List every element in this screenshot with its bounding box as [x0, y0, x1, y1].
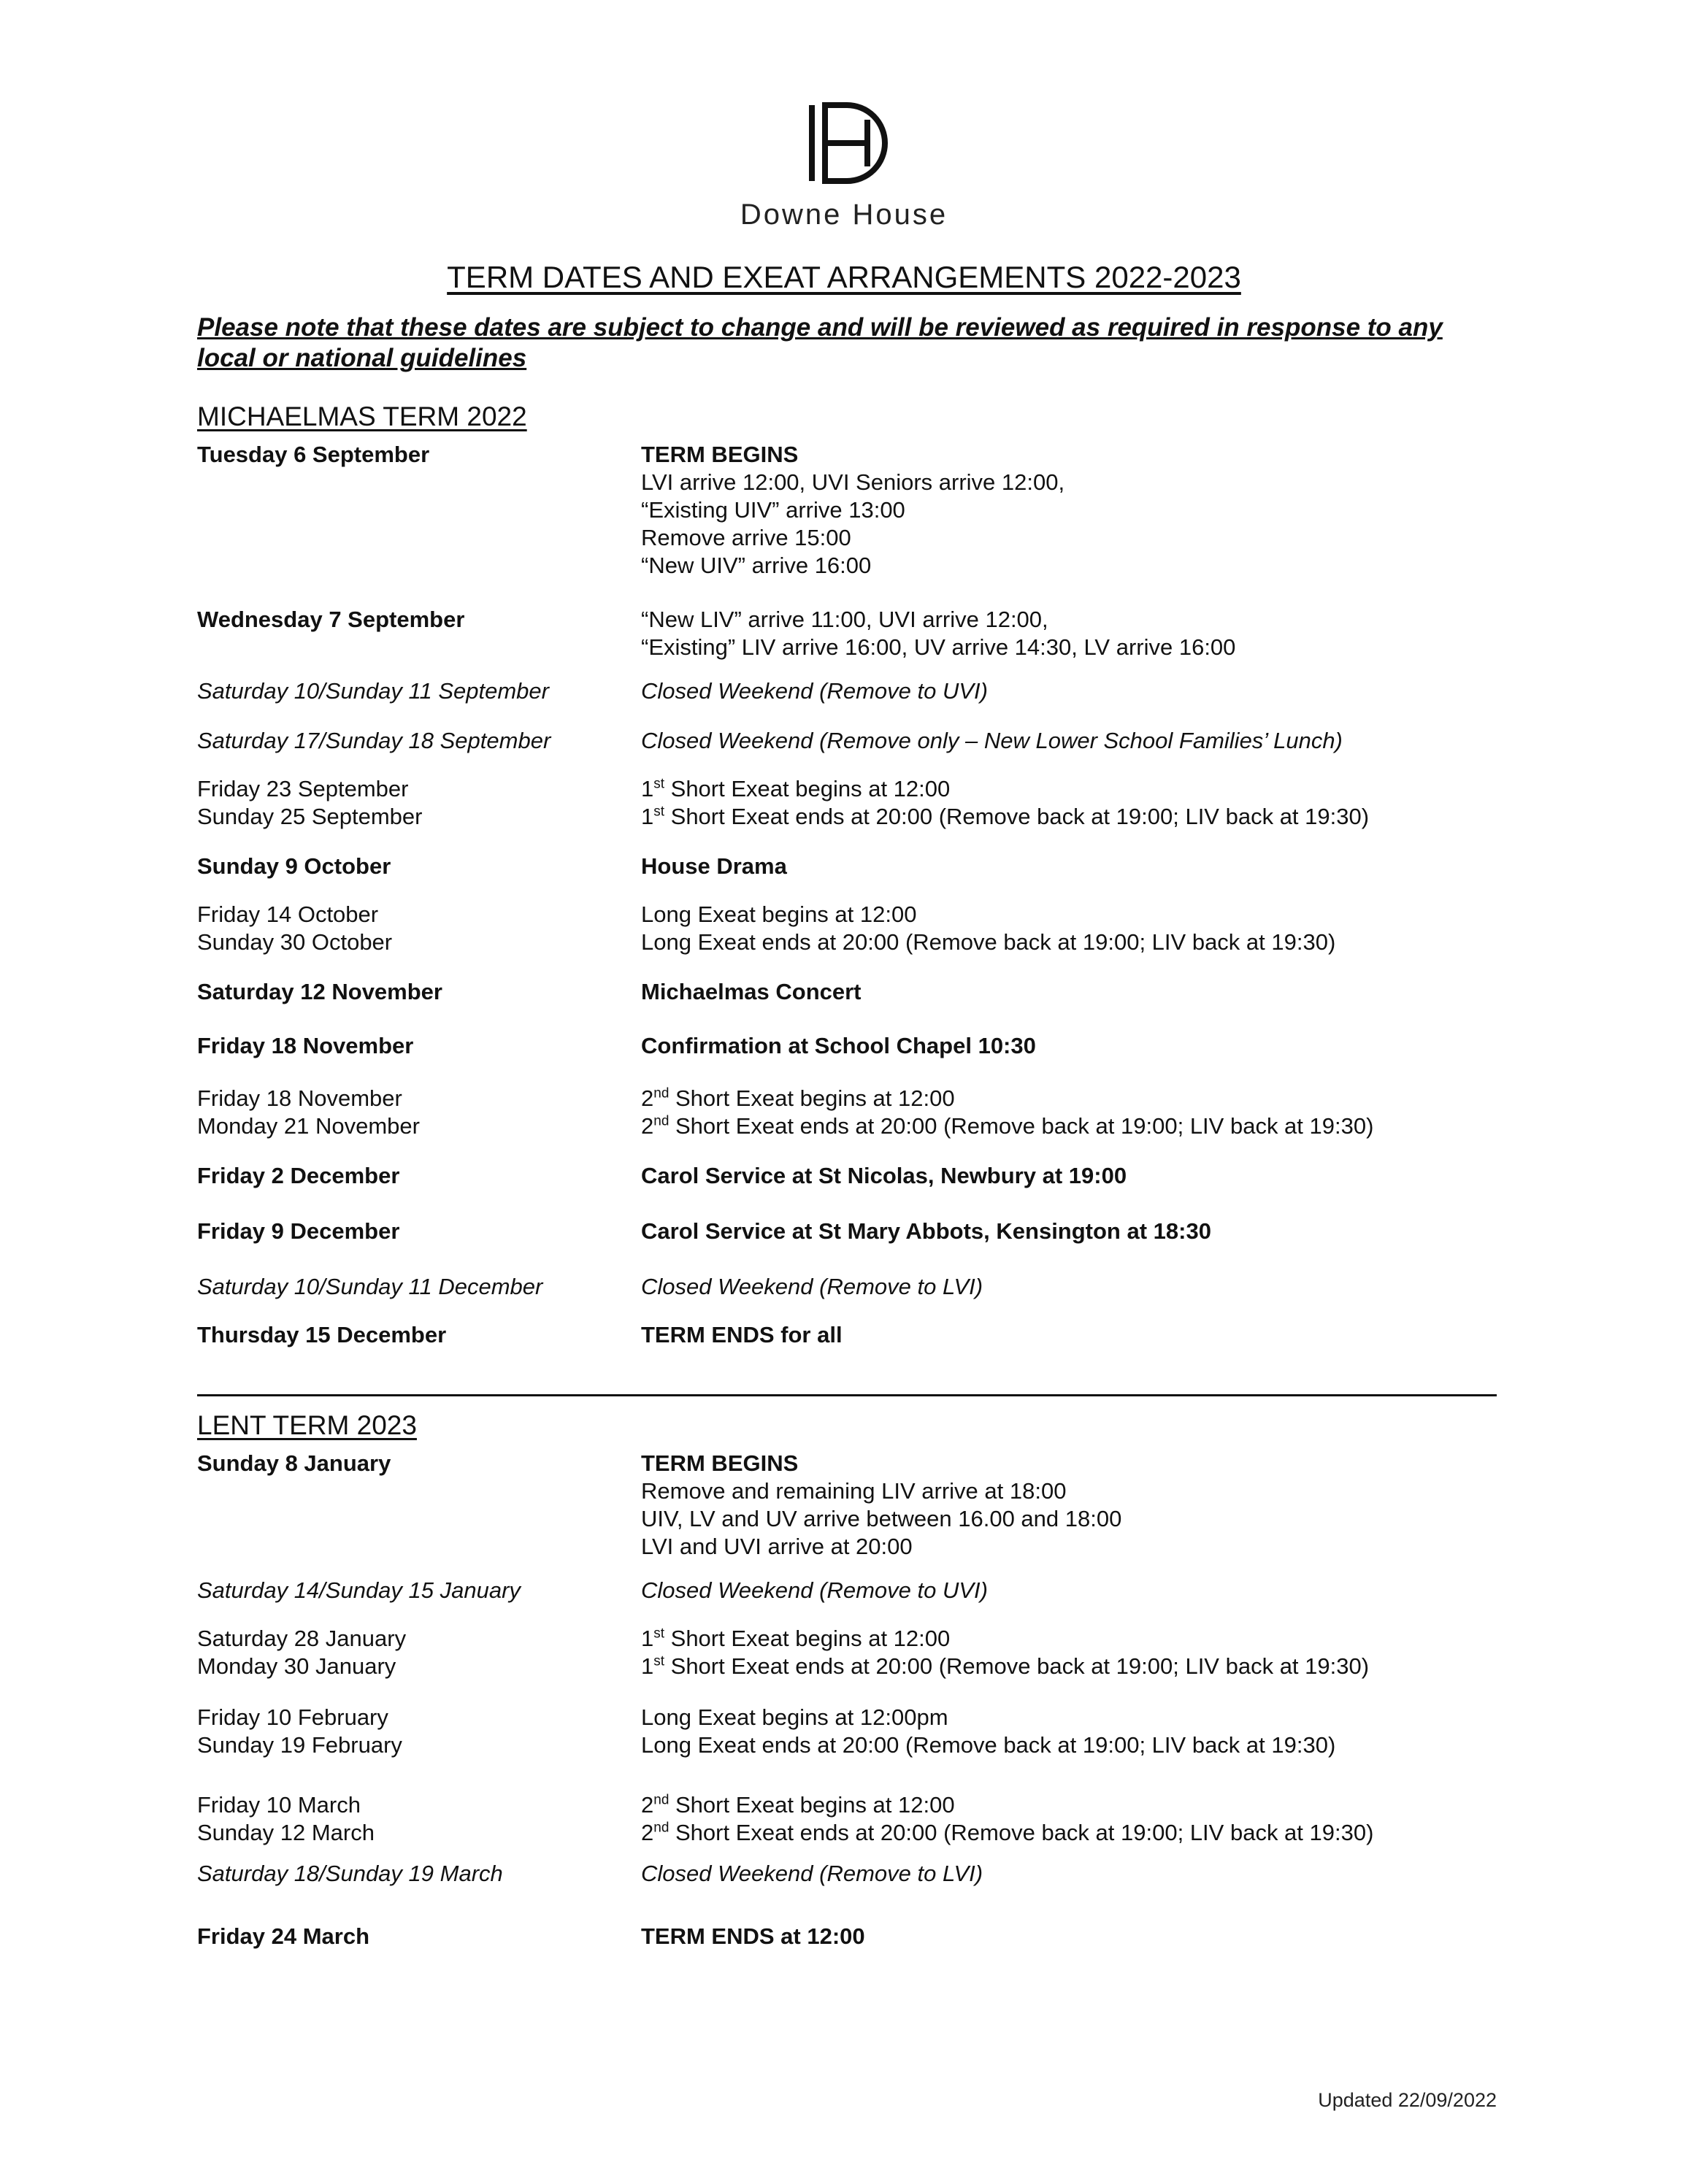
text-line: [641, 1450, 1517, 1477]
text-line: [641, 978, 1517, 1006]
text-line: [641, 524, 1517, 552]
entry-date: [197, 1577, 635, 1604]
updated-date: Updated 22/09/2022: [1318, 2089, 1497, 2111]
entry-description: [641, 1321, 1517, 1349]
text-fragment: Short Exeat ends at 20:00 (Remove back at 19:00; LIV back at 19:30): [669, 1113, 1374, 1139]
text-fragment: Closed Weekend (Remove to UVI): [641, 678, 988, 704]
text-fragment: Short Exeat begins at 12:00: [664, 776, 951, 801]
date-line: Monday 21 November: [197, 1113, 420, 1139]
ordinal-suffix: st: [653, 804, 665, 820]
entry-date: [197, 1273, 635, 1301]
date-line: Saturday 10/Sunday 11 December: [197, 1274, 543, 1299]
text-line: [641, 1112, 1517, 1140]
entry-description: [641, 1032, 1517, 1060]
text-line: [641, 634, 1517, 661]
entry-description: [641, 1923, 1517, 1950]
entry-date: [197, 1218, 635, 1245]
date-line: Saturday 17/Sunday 18 September: [197, 728, 551, 753]
text-fragment: Carol Service at St Mary Abbots, Kensington at 18:30: [641, 1218, 1211, 1244]
entry-date: [197, 1032, 635, 1060]
text-fragment: 1: [641, 1626, 654, 1651]
date-line: Friday 9 December: [197, 1218, 400, 1244]
date-line: Monday 30 January: [197, 1653, 396, 1679]
entry-description: [641, 775, 1517, 831]
date-line: Friday 18 November: [197, 1033, 414, 1058]
entry-description: [641, 606, 1517, 661]
date-line: Saturday 14/Sunday 15 January: [197, 1577, 521, 1603]
entry-date: [197, 853, 635, 880]
text-line: [641, 1032, 1517, 1060]
entry-description: [641, 441, 1517, 580]
text-fragment: TERM ENDS for all: [641, 1322, 843, 1347]
text-line: [641, 775, 1517, 803]
section-divider: [197, 1394, 1497, 1396]
text-fragment: Short Exeat begins at 12:00: [669, 1792, 955, 1818]
date-line: Saturday 28 January: [197, 1626, 407, 1651]
entry-date: [197, 1321, 635, 1349]
date-line: Thursday 15 December: [197, 1322, 447, 1347]
text-line: [641, 1923, 1517, 1950]
entry-description: [641, 978, 1517, 1006]
text-fragment: TERM BEGINS: [641, 1450, 799, 1476]
date-line: Saturday 12 November: [197, 979, 442, 1004]
ordinal-suffix: nd: [653, 1820, 670, 1836]
text-line: [641, 677, 1517, 705]
text-fragment: Michaelmas Concert: [641, 979, 862, 1004]
entry-description: [641, 1791, 1517, 1847]
text-line: [641, 1273, 1517, 1301]
entry-date: [197, 775, 635, 831]
entry-date: [197, 901, 635, 956]
text-fragment: Short Exeat ends at 20:00 (Remove back at 19:00; LIV back at 19:30): [664, 804, 1370, 829]
entry-date: [197, 441, 635, 469]
entry-date: [197, 1860, 635, 1888]
text-fragment: Carol Service at St Nicolas, Newbury at 19:00: [641, 1163, 1127, 1188]
text-line: [641, 803, 1517, 831]
text-fragment: 1: [641, 776, 654, 801]
disclaimer-notice: Please note that these dates are subject to change and will be reviewed as required in response to any local or national guidelines: [197, 313, 1443, 372]
entry-description: [641, 1860, 1517, 1888]
text-fragment: Closed Weekend (Remove to LVI): [641, 1274, 983, 1299]
text-line: [641, 1625, 1517, 1653]
text-line: [641, 441, 1517, 469]
text-line: [641, 1321, 1517, 1349]
entry-description: [641, 1704, 1517, 1759]
text-fragment: Remove and remaining LIV arrive at 18:00: [641, 1478, 1067, 1504]
text-fragment: LVI arrive 12:00, UVI Seniors arrive 12:00,: [641, 469, 1065, 495]
entry-description: [641, 901, 1517, 956]
text-line: [641, 606, 1517, 634]
text-line: [641, 1731, 1517, 1759]
text-fragment: UIV, LV and UV arrive between 16.00 and 18:00: [641, 1506, 1122, 1531]
entry-date: [197, 1450, 635, 1477]
text-fragment: Remove arrive 15:00: [641, 525, 851, 550]
text-line: [641, 552, 1517, 580]
text-line: [641, 901, 1517, 928]
text-line: [641, 1162, 1517, 1190]
downe-house-logo: [803, 99, 898, 187]
text-fragment: TERM ENDS at 12:00: [641, 1923, 865, 1949]
text-fragment: Closed Weekend (Remove only – New Lower School Families’ Lunch): [641, 728, 1343, 753]
text-fragment: House Drama: [641, 853, 787, 879]
ordinal-suffix: st: [653, 1653, 665, 1669]
text-fragment: “Existing UIV” arrive 13:00: [641, 497, 905, 523]
entry-date: [197, 1791, 635, 1847]
entry-date: [197, 1085, 635, 1140]
entry-date: [197, 606, 635, 634]
text-fragment: Long Exeat begins at 12:00pm: [641, 1704, 948, 1730]
entry-description: [641, 1450, 1517, 1561]
entry-date: [197, 1704, 635, 1759]
text-fragment: Confirmation at School Chapel 10:30: [641, 1033, 1036, 1058]
text-fragment: Closed Weekend (Remove to UVI): [641, 1577, 988, 1603]
text-fragment: “New UIV” arrive 16:00: [641, 553, 872, 578]
entry-description: [641, 1218, 1517, 1245]
text-line: [641, 1505, 1517, 1533]
text-line: [641, 1791, 1517, 1819]
text-fragment: 2: [641, 1792, 654, 1818]
date-line: Friday 18 November: [197, 1085, 402, 1111]
date-line: Friday 10 February: [197, 1704, 388, 1730]
date-line: Sunday 12 March: [197, 1820, 375, 1845]
entry-description: [641, 1625, 1517, 1680]
text-fragment: 2: [641, 1085, 654, 1111]
lent-heading: LENT TERM 2023: [197, 1410, 417, 1440]
entry-date: [197, 1923, 635, 1950]
text-line: [641, 496, 1517, 524]
ordinal-suffix: st: [653, 776, 665, 792]
date-line: Friday 10 March: [197, 1792, 361, 1818]
date-line: Tuesday 6 September: [197, 442, 430, 467]
date-line: Sunday 30 October: [197, 929, 393, 955]
date-line: Saturday 18/Sunday 19 March: [197, 1861, 503, 1886]
text-fragment: Long Exeat ends at 20:00 (Remove back at 19:00; LIV back at 19:30): [641, 929, 1336, 955]
entry-description: [641, 1273, 1517, 1301]
entry-date: [197, 1162, 635, 1190]
date-line: Saturday 10/Sunday 11 September: [197, 678, 549, 704]
entry-date: [197, 978, 635, 1006]
date-line: Friday 24 March: [197, 1923, 370, 1949]
text-line: [641, 1218, 1517, 1245]
entry-description: [641, 727, 1517, 755]
text-fragment: “Existing” LIV arrive 16:00, UV arrive 14:30, LV arrive 16:00: [641, 634, 1236, 660]
text-fragment: Short Exeat ends at 20:00 (Remove back at 19:00; LIV back at 19:30): [669, 1820, 1374, 1845]
text-fragment: “New LIV” arrive 11:00, UVI arrive 12:00,: [641, 607, 1048, 632]
entry-description: [641, 1162, 1517, 1190]
text-fragment: Long Exeat ends at 20:00 (Remove back at 19:00; LIV back at 19:30): [641, 1732, 1336, 1758]
date-line: Sunday 25 September: [197, 804, 423, 829]
ordinal-suffix: nd: [653, 1113, 670, 1129]
date-line: Friday 14 October: [197, 901, 379, 927]
text-fragment: 1: [641, 804, 654, 829]
date-line: Sunday 8 January: [197, 1450, 391, 1476]
entry-description: [641, 1577, 1517, 1604]
text-line: [641, 1085, 1517, 1112]
text-line: [641, 1653, 1517, 1680]
date-line: Wednesday 7 September: [197, 607, 465, 632]
text-fragment: LVI and UVI arrive at 20:00: [641, 1534, 913, 1559]
school-name: Downe House: [740, 199, 948, 231]
date-line: Sunday 19 February: [197, 1732, 402, 1758]
entry-description: [641, 1085, 1517, 1140]
text-fragment: Closed Weekend (Remove to LVI): [641, 1861, 983, 1886]
entry-date: [197, 1625, 635, 1680]
text-fragment: Short Exeat ends at 20:00 (Remove back at 19:00; LIV back at 19:30): [664, 1653, 1370, 1679]
text-fragment: 1: [641, 1653, 654, 1679]
entry-description: [641, 853, 1517, 880]
text-fragment: Short Exeat begins at 12:00: [664, 1626, 951, 1651]
text-line: [641, 1860, 1517, 1888]
text-fragment: 2: [641, 1820, 654, 1845]
text-line: [641, 1577, 1517, 1604]
text-line: [641, 1704, 1517, 1731]
date-line: Friday 23 September: [197, 776, 409, 801]
text-line: [641, 928, 1517, 956]
text-line: [641, 1477, 1517, 1505]
text-fragment: 2: [641, 1113, 654, 1139]
text-line: [641, 853, 1517, 880]
text-line: [641, 469, 1517, 496]
ordinal-suffix: st: [653, 1626, 665, 1642]
text-line: [641, 1533, 1517, 1561]
ordinal-suffix: nd: [653, 1085, 670, 1101]
page-title: TERM DATES AND EXEAT ARRANGEMENTS 2022-2023: [447, 260, 1241, 294]
text-line: [641, 727, 1517, 755]
text-fragment: TERM BEGINS: [641, 442, 799, 467]
entry-date: [197, 677, 635, 705]
text-line: [641, 1819, 1517, 1847]
date-line: Sunday 9 October: [197, 853, 391, 879]
ordinal-suffix: nd: [653, 1792, 670, 1808]
text-fragment: Long Exeat begins at 12:00: [641, 901, 917, 927]
michaelmas-heading: MICHAELMAS TERM 2022: [197, 401, 527, 431]
entry-date: [197, 727, 635, 755]
entry-description: [641, 677, 1517, 705]
date-line: Friday 2 December: [197, 1163, 400, 1188]
text-fragment: Short Exeat begins at 12:00: [669, 1085, 955, 1111]
